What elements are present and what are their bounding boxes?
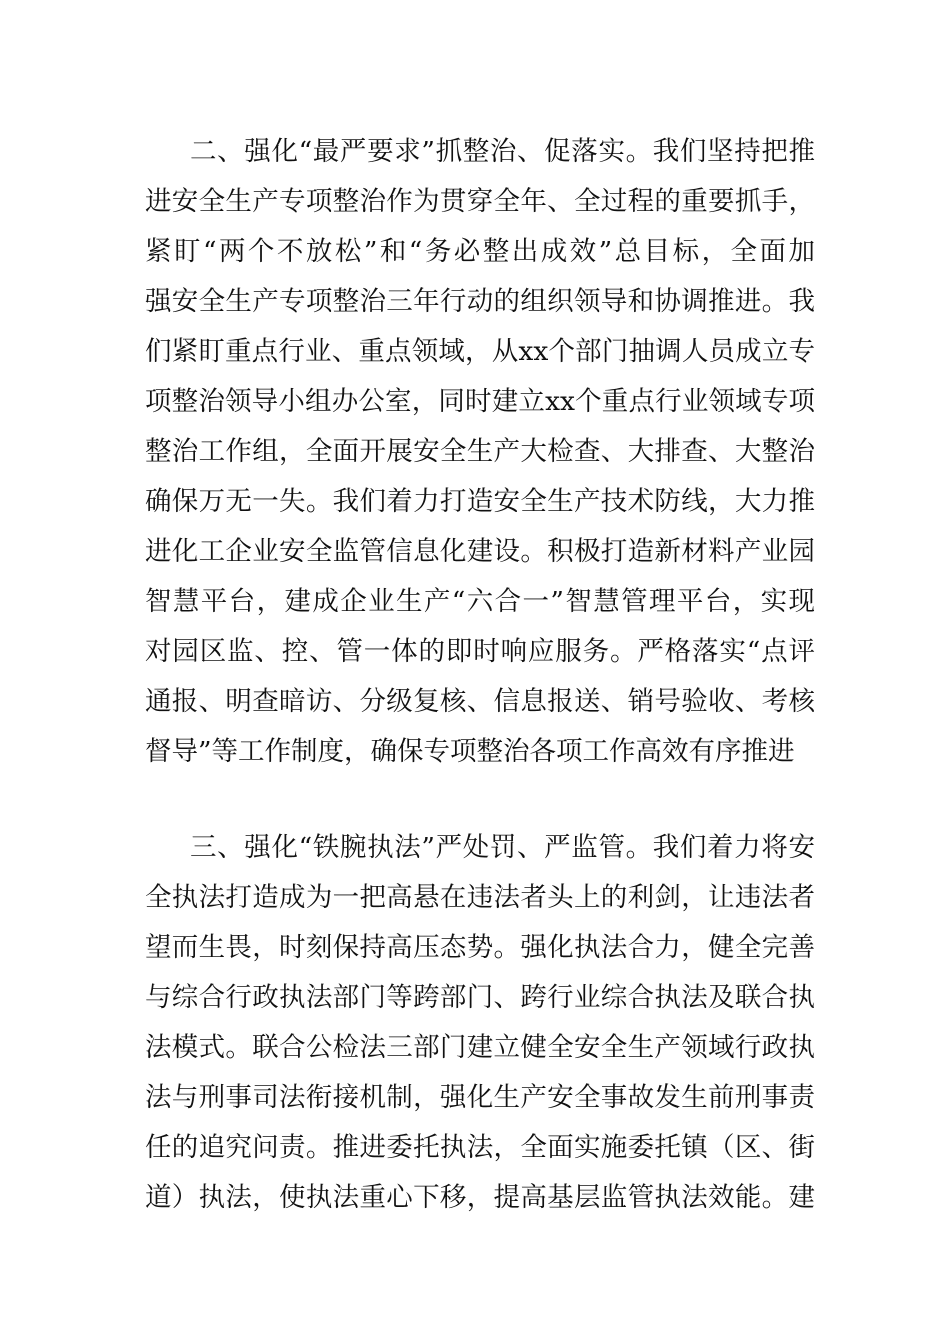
paragraph-line: 强安全生产专项整治三年行动的组织领导和协调推进。我 [145, 286, 815, 317]
paragraph-line: 对园区监、控、管一体的即时响应服务。严格落实“点评 [145, 636, 815, 667]
paragraph-line: 法模式。联合公检法三部门建立健全安全生产领域行政执 [145, 1032, 815, 1063]
paragraph-line: 整治工作组，全面开展安全生产大检查、大排查、大整治 [145, 436, 815, 467]
paragraph-line: 通报、明查暗访、分级复核、信息报送、销号验收、考核 [145, 686, 815, 717]
paragraph-line: 项整治领导小组办公室，同时建立xx个重点行业领域专项 [145, 386, 815, 417]
paragraph-line: 道）执法，使执法重心下移，提高基层监管执法效能。建 [145, 1182, 815, 1213]
paragraph-line: 智慧平台，建成企业生产“六合一”智慧管理平台，实现 [145, 586, 815, 617]
paragraph-line: 与综合行政执法部门等跨部门、跨行业综合执法及联合执 [145, 982, 815, 1013]
paragraph-line: 确保万无一失。我们着力打造安全生产技术防线，大力推 [145, 486, 815, 517]
paragraph-line: 三、强化“铁腕执法”严处罚、严监管。我们着力将安 [190, 832, 815, 863]
paragraph-line: 望而生畏，时刻保持高压态势。强化执法合力，健全完善 [145, 932, 815, 963]
paragraph-line: 全执法打造成为一把高悬在违法者头上的利剑，让违法者 [145, 882, 815, 913]
paragraph-line: 们紧盯重点行业、重点领域，从xx个部门抽调人员成立专 [145, 336, 815, 367]
paragraph-line: 二、强化“最严要求”抓整治、促落实。我们坚持把推 [190, 136, 815, 167]
paragraph-line: 进化工企业安全监管信息化建设。积极打造新材料产业园 [145, 536, 815, 567]
paragraph-line: 督导”等工作制度，确保专项整治各项工作高效有序推进 [145, 736, 795, 767]
paragraph-line: 进安全生产专项整治作为贯穿全年、全过程的重要抓手， [145, 186, 815, 217]
paragraph-line: 任的追究问责。推进委托执法，全面实施委托镇（区、街 [145, 1132, 815, 1163]
paragraph-line: 紧盯“两个不放松”和“务必整出成效”总目标，全面加 [145, 236, 815, 267]
paragraph-line: 法与刑事司法衔接机制，强化生产安全事故发生前刑事责 [145, 1082, 815, 1113]
